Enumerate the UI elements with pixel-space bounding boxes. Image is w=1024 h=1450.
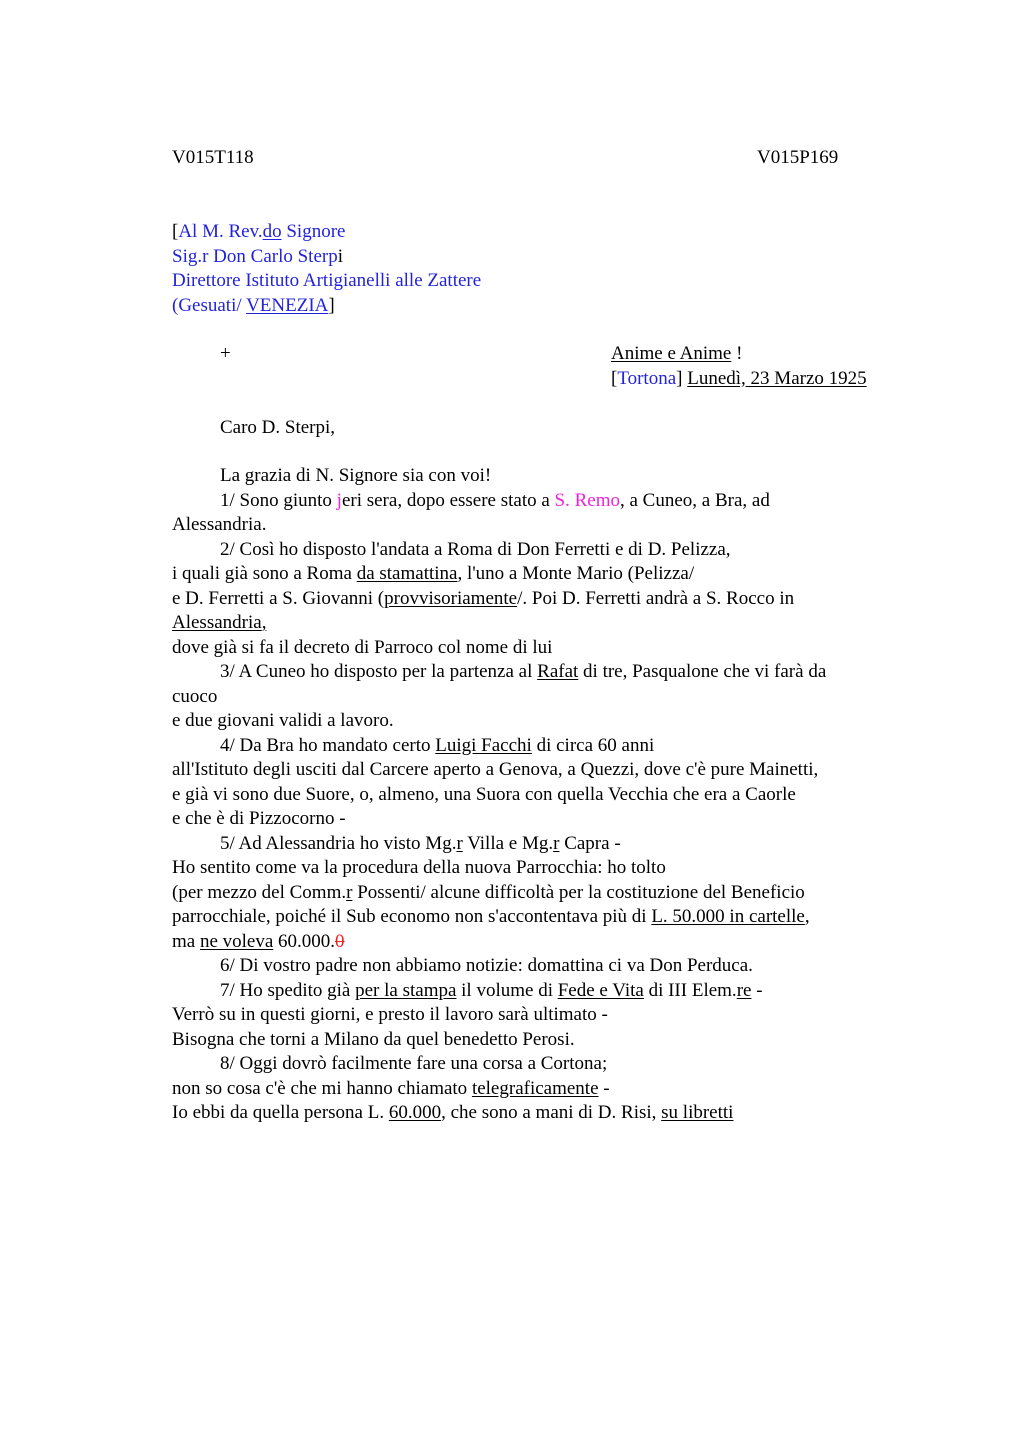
body-line: Io ebbi da quella persona L. 60.000, che sono a mani di D. Risi, su libretti (172, 1102, 734, 1123)
body-line: e due giovani validi a lavoro. (172, 710, 394, 731)
motto: Anime e Anime ! (611, 343, 743, 364)
body-line: cuoco (172, 685, 218, 707)
body-line: 2/ Così ho disposto l'andata a Roma di Don Ferretti e di D. Pelizza, (220, 538, 731, 560)
address-line-2: Sig.r Don Carlo Sterpi (172, 245, 343, 267)
body-line: 5/ Ad Alessandria ho visto Mg.r Villa e Mg.r Capra - (220, 832, 621, 854)
body-line: parrocchiale, poiché il Sub economo non s'accontentava più di L. 50.000 in cartelle, (172, 906, 810, 927)
place: Tortona (617, 367, 677, 389)
body-line: 6/ Di vostro padre non abbiamo notizie: domattina ci va Don Perduca. (220, 955, 753, 976)
body-line: Verrò su in questi giorni, e presto il lavoro sarà ultimato - (172, 1004, 608, 1025)
body-line: e D. Ferretti a S. Giovanni (provvisoriamente/. Poi D. Ferretti andrà a S. Rocco in (172, 587, 795, 609)
deleted-digit: 0 (335, 930, 345, 952)
body-line: Bisogna che torni a Milano da quel benedetto Perosi. (172, 1028, 575, 1050)
body-line: ma ne voleva 60.000.0 (172, 930, 345, 952)
body-line: 1/ Sono giunto jeri sera, dopo essere stato a S. Remo, a Cuneo, a Bra, ad (220, 489, 770, 511)
address-line-1: [Al M. Rev.do Signore (172, 221, 346, 242)
body-line: e che è di Pizzocorno - (172, 808, 346, 829)
body-line: 3/ A Cuneo ho disposto per la partenza al Rafat di tre, Pasqualone che vi farà da (220, 661, 827, 682)
body-line: non so cosa c'è che mi hanno chiamato telegraficamente - (172, 1077, 610, 1099)
body-line: Ho sentito come va la procedura della nuova Parrocchia: ho tolto (172, 857, 666, 878)
body-line: e già vi sono due Suore, o, almeno, una Suora con quella Vecchia che era a Caorle (172, 783, 796, 805)
body-line: 7/ Ho spedito già per la stampa il volume di Fede e Vita di III Elem.re - (220, 979, 763, 1001)
document-code-right: V015P169 (757, 147, 839, 168)
body-line: all'Istituto degli usciti dal Carcere aperto a Genova, a Quezzi, dove c'è pure Mainetti, (172, 759, 819, 780)
body-line: Alessandria, (172, 612, 267, 633)
greeting: Caro D. Sterpi, (220, 416, 336, 438)
cross-symbol: + (220, 343, 231, 364)
letter-body (172, 464, 912, 1126)
body-line: (per mezzo del Comm.r Possenti/ alcune difficoltà per la costituzione del Beneficio (172, 881, 805, 903)
dateline: [Tortona] Lunedì, 23 Marzo 1925 (611, 367, 867, 389)
document-code-left: V015T118 (172, 147, 254, 168)
body-line: Alessandria. (172, 514, 267, 535)
address-line-3: Direttore Istituto Artigianelli alle Zattere (172, 270, 482, 291)
address-line-4: (Gesuati/ VENEZIA] (172, 294, 335, 316)
body-line: La grazia di N. Signore sia con voi! (220, 465, 492, 486)
body-line: i quali già sono a Roma da stamattina, l'uno a Monte Mario (Pelizza/ (172, 563, 695, 584)
body-line: dove già si fa il decreto di Parroco col nome di lui (172, 636, 553, 658)
date: Lunedì, 23 Marzo 1925 (687, 367, 867, 389)
body-line: 8/ Oggi dovrò facilmente fare una corsa a Cortona; (220, 1053, 608, 1074)
body-line: 4/ Da Bra ho mandato certo Luigi Facchi di circa 60 anni (220, 734, 655, 756)
